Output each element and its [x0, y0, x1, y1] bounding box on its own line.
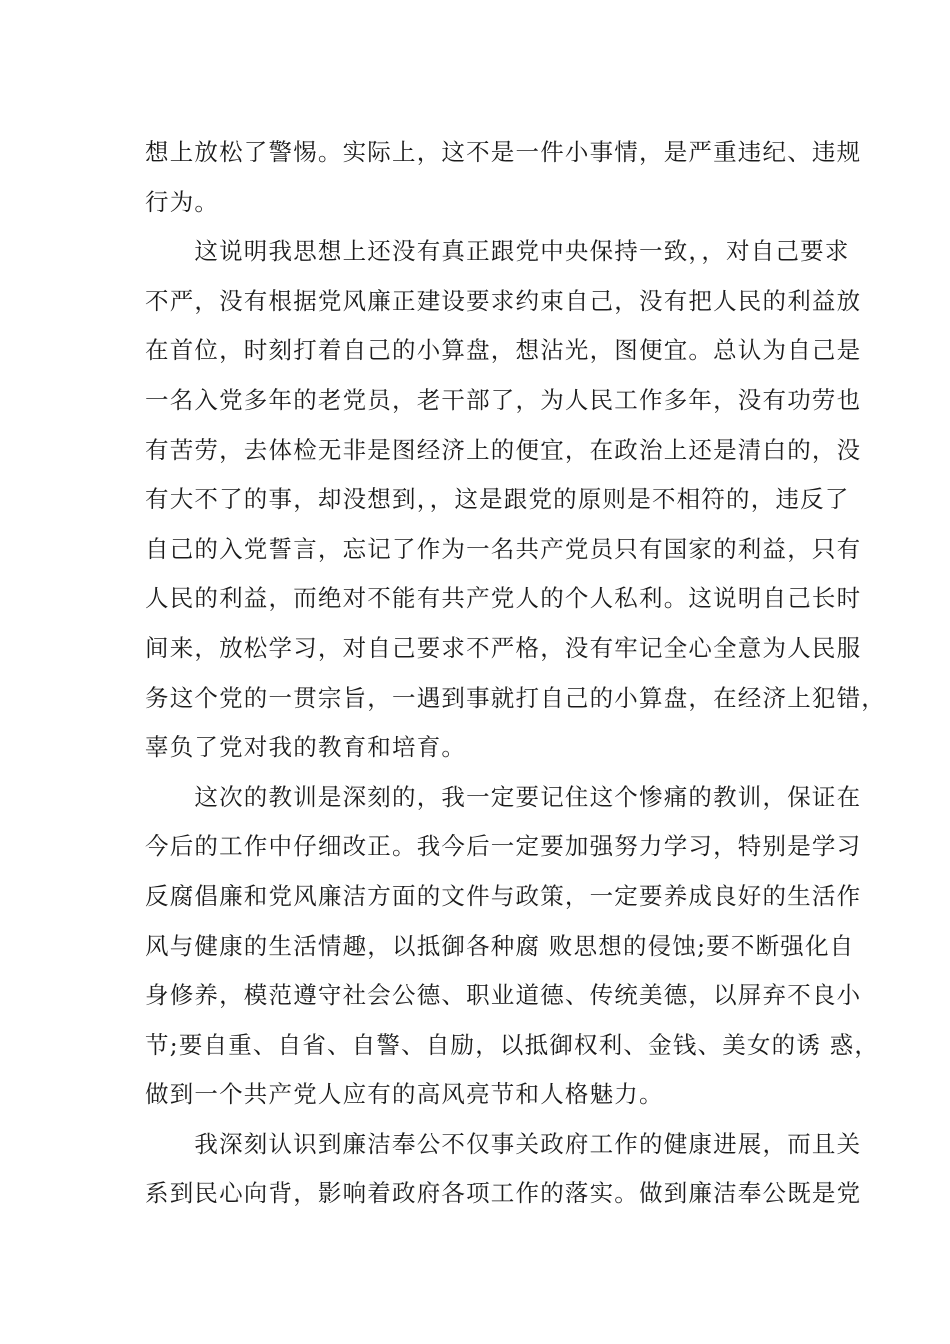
text-line: 我深刻认识到廉洁奉公不仅事关政府工作的健康进展，而且关 — [145, 1129, 862, 1158]
text-line: 有苦劳，去体检无非是图经济上的便宜，在政治上还是清白的，没 — [145, 435, 862, 464]
text-line: 不严，没有根据党风廉正建设要求约束自己，没有把人民的利益放 — [145, 286, 862, 315]
text-line: 这说明我思想上还没有真正跟党中央保持一致，，对自己要求 — [145, 237, 850, 266]
text-line: 间来，放松学习，对自己要求不严格，没有牢记全心全意为人民服 — [145, 633, 862, 662]
text-line: 做到一个共产党人应有的高风亮节和人格魅力。 — [145, 1080, 664, 1109]
text-line: 想上放松了警惕。实际上，这不是一件小事情，是严重违纪、违规 — [145, 138, 862, 166]
text-line: 行为。 — [145, 187, 220, 216]
text-line: 系到民心向背，影响着政府各项工作的落实。做到廉洁奉公既是党 — [145, 1179, 862, 1208]
text-line: 节;要自重、自省、自警、自励，以抵御权利、金钱、美女的诱 惑， — [145, 1030, 880, 1059]
text-line: 务这个党的一贯宗旨，一遇到事就打自己的小算盘，在经济上犯错， — [145, 683, 886, 712]
text-line: 身修养，模范遵守社会公德、职业道德、传统美德，以屏弃不良小 — [145, 981, 862, 1010]
text-line: 这次的教训是深刻的，我一定要记住这个惨痛的教训，保证在 — [145, 782, 862, 811]
text-line: 一名入党多年的老党员，老干部了，为人民工作多年，没有功劳也 — [145, 385, 862, 414]
text-line: 自己的入党誓言，忘记了作为一名共产党员只有国家的利益，只有 — [145, 534, 862, 563]
text-line: 反腐倡廉和党风廉洁方面的文件与政策，一定要养成良好的生活作 — [145, 881, 862, 910]
text-line: 风与健康的生活情趣，以抵御各种腐 败思想的侵蚀;要不断强化自 — [145, 931, 855, 960]
text-line: 人民的利益，而绝对不能有共产党人的个人私利。这说明自己长时 — [145, 584, 862, 613]
text-line: 辜负了党对我的教育和培育。 — [145, 733, 467, 762]
text-line: 今后的工作中仔细改正。我今后一定要加强努力学习，特别是学习 — [145, 832, 862, 861]
document-body — [145, 128, 886, 1219]
text-line: 在首位，时刻打着自己的小算盘，想沾光，图便宜。总认为自己是 — [145, 336, 862, 365]
text-line: 有大不了的事，却没想到，，这是跟党的原则是不相符的，违反了 — [145, 485, 850, 514]
